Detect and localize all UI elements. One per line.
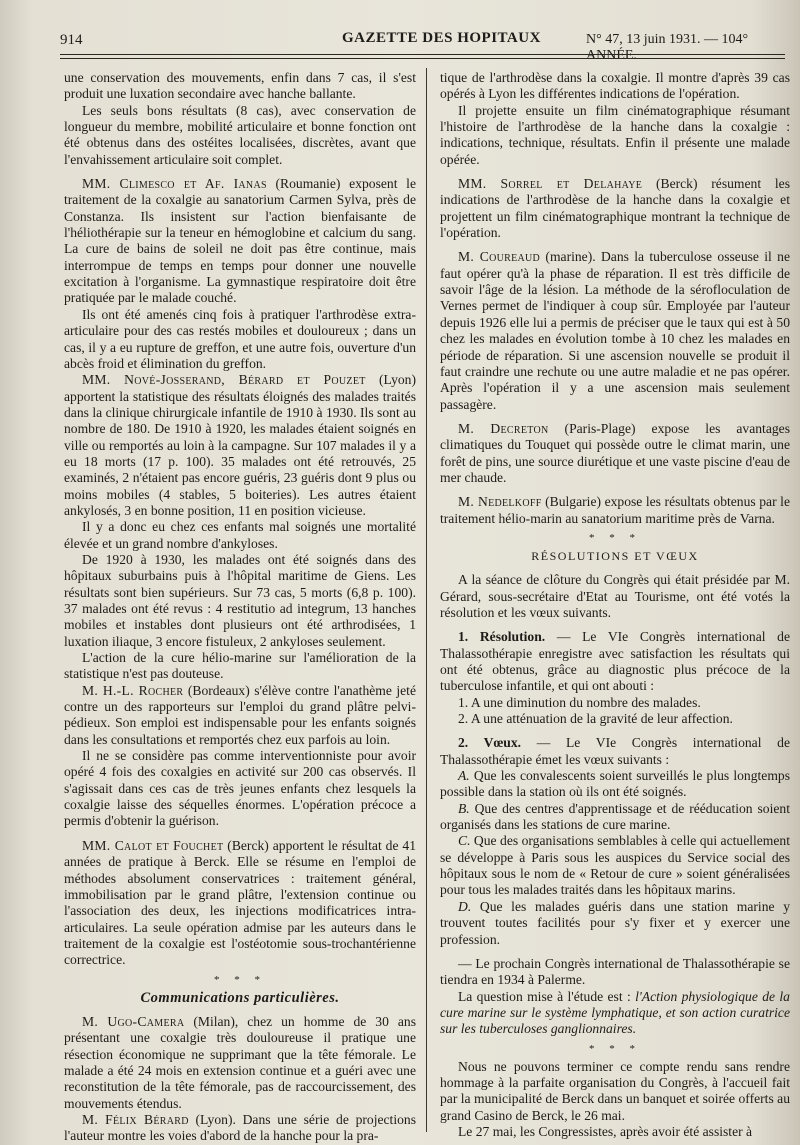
paragraph-text: Que des centres d'apprentissage et de rééducation soient organisés dans les stations de cure marine.: [440, 800, 790, 833]
list-item: [440, 899, 790, 948]
author-names: M. H.-L. Rocher: [82, 682, 184, 698]
paragraph: [64, 176, 416, 307]
column-divider: [426, 68, 427, 1132]
paragraph: [64, 1112, 416, 1145]
paragraph: [440, 421, 790, 486]
item-letter: D.: [458, 898, 472, 914]
paragraph-text: (Berck) résument les indications de l'arthrodèse de la hanche dans la coxalgie et projettent un film cinématographique montrant la technique de l'opération.: [440, 176, 790, 241]
paragraph: [440, 249, 790, 412]
paragraph: Le 27 mai, les Congressistes, après avoir été assister à: [458, 1123, 753, 1139]
paragraph: — Le prochain Congrès international de Thalassothérapie se tiendra en 1934 à Palerme.: [440, 955, 790, 988]
item-letter: B.: [458, 800, 470, 816]
paragraph-text: (marine). Dans la tuberculose osseuse il ne faut opérer qu'à la phase de réparation. Il est très difficile de savoir l'âge de la lésion. La méthode de la sérofloculation de Vernes permet de l'indiquer à coup sûr. Employée par l'auteur depuis 1926 elle lui a permis de préciser que le taux qui est à 50 chez les malades en évolution tombe à 10 chez les malades en période de réparation. Si une ascension nouvelle se produit il faut craindre une rechute ou une autre maladie et ne pas opérer. Après l'opération il y a une ascension mais seulement passagère.: [440, 249, 791, 412]
paragraph: A la séance de clôture du Congrès qui était présidée par M. Gérard, sous-secrétaire d'Etat au Tourisme, ont été votés la résolution et les vœux suivants.: [440, 572, 790, 620]
paragraph: [440, 494, 790, 527]
header-rule: [60, 54, 785, 55]
paragraph: Les seuls bons résultats (8 cas), avec conservation de longueur du membre, mobilité articulaire et bonne fonction ont été obtenus dans des ostéites localisées, discrètes, avant que l'envahissement articulaire soit complet.: [64, 102, 416, 167]
study-question: l'Action physiologique de la cure marine sur le système lymphatique, et son action curatrice sur les tuberculoses ganglionnaires.: [440, 988, 790, 1037]
list-item: 2. A une atténuation de la gravité de leur affection.: [458, 711, 733, 727]
paragraph: [64, 838, 416, 969]
header-rule-thin: [60, 58, 785, 59]
section-title: RÉSOLUTIONS ET VŒUX: [531, 548, 699, 563]
paragraph: Nous ne pouvons terminer ce compte rendu sans rendre hommage à la parfaite organisation du Congrès, à l'accueil fait par la municipalité de Berck dans un banquet et soirée offerts au grand Casino de Berck, le 26 mai.: [440, 1058, 790, 1123]
paragraph-text: (Milan), chez un homme de 30 ans présentant une coxalgie très douloureuse il pratique une résection économique ne supprimant que la tête fémorale. Le malade a été 24 mois en extension continue et a guéri avec une reconstitution de la tête fémorale, pas de raccourcissement, des mouvements étendus.: [64, 1013, 416, 1111]
paragraph: [440, 176, 790, 241]
item-letter: A.: [458, 768, 470, 784]
list-item: [440, 801, 790, 834]
paragraph-text: Que les malades guéris dans une station marine y trouvent toutes facilités pour s'y fixer et y exercer une profession.: [440, 898, 790, 947]
voeux-heading: 2. Vœux.: [458, 735, 522, 751]
page-number: 914: [60, 32, 83, 48]
paragraph: Ils ont été amenés cinq fois à pratiquer l'arthrodèse extra-articulaire pour des cas restés mobiles et douloureux ; dans un cas, il y a eu rupture de greffon, et une autre fois, ouverture d'un abcès froid et élimination du greffon.: [64, 306, 416, 371]
paragraph-text: (Paris-Plage) expose les avantages climatiques du Touquet qui possède outre le climat marin, une forêt de pins, une source diurétique et une vaste piscine d'eau de mer chaude.: [440, 420, 790, 485]
author-names: M. Decreton: [458, 420, 549, 436]
paragraph-text: (Bordeaux) s'élève contre l'anathème jeté contre un des rapporteurs sur l'emploi du grand plâtre pelvi-pédieux. Son emploi est indispensable pour les enfants soignés dans les consultations et remportés chez eux parfois au loin.: [64, 682, 416, 747]
list-item: [440, 833, 790, 898]
paragraph: Il ne se considère pas comme interventionniste pour avoir opéré 4 fois des coxalgies en activité sur 200 cas observés. Il s'agissait dans ces cas de très jeunes enfants chez lesquels la coxalgie laisse des séquelles énormes. L'opération précoce a permis d'obtenir la guérison.: [64, 748, 416, 829]
paragraph: [64, 1014, 416, 1112]
paragraph-text: — Le VIe Congrès international de Thalassothérapie enregistre avec satisfaction les résultats qui ont été obtenus, grâce au diagnostic plus précoce de la tuberculose infantile, et qui ont abouti :: [440, 629, 790, 694]
paragraph: [440, 989, 790, 1038]
item-letter: C.: [458, 833, 471, 849]
paragraph-text: Que les convalescents soient surveillés le plus longtemps possible dans la station où ils ont été soignés.: [440, 768, 790, 800]
paragraph-text: (Bulgarie) expose les résultats obtenus par le traitement hélio-marin au sanatorium maritime près de Varna.: [440, 494, 790, 526]
paragraph-text: (Lyon) apportent la statistique des résultats éloignés des malades traités dans la clinique chirurgicale infantile de 1910 à 1930. Ils sont au nombre de 180. De 1910 à 1920, les malades étaient soignés en ville ou remportés au loin à la campagne. Sur 107 malades il y a eu 18 morts (17 p. 100). 35 malades ont été retrouvés, 25 examinés, 2 n'étaient pas encore guéris, 23 guéris dont 9 plus ou moins mobiles (4 stables, 5 boiteries). Les autres étaient ankylosés, 3 en bonne position, 11 en position vicieuse.: [64, 372, 417, 518]
paragraph: tique de l'arthrodèse dans la coxalgie. Il montre d'après 39 cas opérés à Lyon les différentes indications de l'opération.: [440, 70, 790, 102]
page-header: [60, 30, 784, 63]
author-names: MM. Sorrel et Delahaye: [458, 176, 643, 192]
paragraph-text: — Le VIe Congrès international de Thalassothérapie émet les vœux suivants :: [440, 735, 790, 767]
paragraph-text: (Roumanie) exposent le traitement de la coxalgie au sanatorium Carmen Sylva, près de Constanza. Ils insistent sur l'action bienfaisante de l'héliothérapie sur la teneur en hémoglobine et calcium du sang. La cure de bains de soleil ne doit pas être continue, mais interrompue de temps en temps pour donner une nouvelle excitation à l'organisme. La gymnastique respiratoire doit être pratiquée par le malade couché.: [64, 176, 416, 306]
paragraph: [64, 372, 416, 519]
paragraph-text: Que des organisations semblables à celle qui actuellement se développe à Paris sous les auspices du Service social des hôpitaux sous le nom de « Retour de cure » soient généralisées pour tous les malades traités dans les hôpitaux marins.: [440, 833, 790, 898]
section-stars: * * *: [214, 973, 266, 986]
left-column: [64, 70, 416, 1145]
paragraph-text: La question mise à l'étude est :: [458, 988, 636, 1004]
section-title: Communications particulières.: [140, 989, 340, 1006]
paragraph: L'action de la cure hélio-marine sur l'amélioration de la statistique n'est pas douteuse.: [64, 650, 416, 682]
author-names: M. Ugo-Camera: [82, 1013, 185, 1029]
paragraph-text: (Berck) apportent le résultat de 41 années de pratique à Berck. Elle se résume en l'emploi de méthodes absolument conservatrices : traitement général, immobilisation par le grand plâtre, l'extension continue ou l'association des deux, les injections modificatrices intra-articulaires. La seule opération admise par les auteurs dans le traitement de la coxalgie est l'ostéotomie sous-trochantérienne correctrice.: [64, 837, 416, 968]
paragraph: [440, 629, 790, 694]
paragraph: Il y a donc eu chez ces enfants mal soignés une mortalité élevée et un grand nombre d'ankyloses.: [64, 519, 416, 551]
author-names: M. Nedelkoff: [458, 494, 542, 510]
issue-info: N° 47, 13 juin 1931. — 104° ANNÉE.: [586, 32, 749, 63]
author-names: MM. Calot et Fouchet: [82, 837, 224, 853]
right-column: [440, 70, 790, 1140]
author-names: M. Félix Bérard: [82, 1111, 189, 1127]
section-stars: * * *: [589, 531, 641, 544]
author-names: MM. Climesco et Af. Ianas: [82, 176, 267, 192]
paragraph: De 1920 à 1930, les malades ont été soignés dans des hôpitaux suburbains puis à l'hôpital maritime de Giens. Les résultats sont bien supérieurs. Sur 73 cas, 5 morts (6,8 p. 100). 37 malades ont été revus : 4 restitutio ad integrum, 13 hanches mobiles et instables dont plusieurs ont été arthrodisées, 1 luxation iliaque, 3 encore fistuleux, 2 ankyloses seulement.: [64, 551, 416, 649]
author-names: M. Coureaud: [458, 249, 541, 265]
list-item: [440, 768, 790, 801]
resolution-heading: 1. Résolution.: [458, 629, 546, 645]
section-stars: * * *: [589, 1042, 641, 1055]
paragraph: [440, 735, 790, 768]
list-item: 1. A une diminution du nombre des malades.: [458, 694, 701, 710]
paragraph: Il projette ensuite un film cinématographique résumant l'histoire de l'arthrodèse de la hanche dans la coxalgie : indications, technique, résultats. Enfin il présente une malade opérée.: [440, 102, 790, 167]
paragraph-text: (Lyon). Dans une série de projections l'auteur montre les voies d'abord de la hanche pour la pra-: [64, 1111, 416, 1144]
paragraph: [64, 683, 416, 748]
paragraph: une conservation des mouvements, enfin dans 7 cas, il s'est produit une luxation secondaire avec hanche ballante.: [64, 70, 416, 102]
journal-title: GAZETTE DES HOPITAUX: [342, 30, 541, 46]
author-names: MM. Nové-Josserand, Bérard et Pouzet: [82, 372, 366, 388]
